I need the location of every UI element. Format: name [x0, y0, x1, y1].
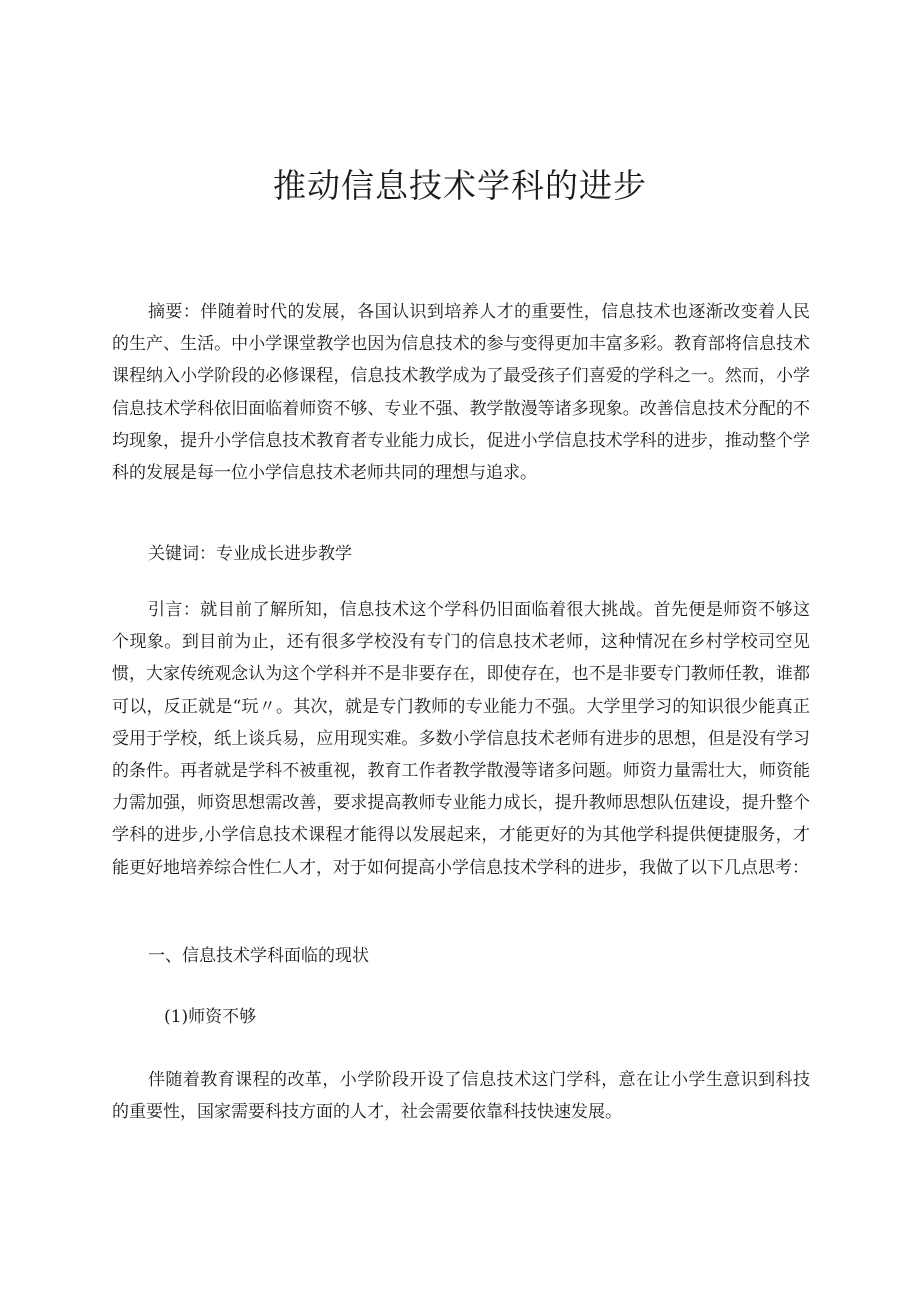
body-paragraph: 伴随着教育课程的改革，小学阶段开设了信息技术这门学科，意在让小学生意识到科技的重要性，国家需要科技方面的人才，社会需要依靠科技快速发展。	[112, 1070, 810, 1123]
document-title: 推动信息技术学科的进步	[273, 166, 647, 205]
abstract-paragraph: 摘要：伴随着时代的发展，各国认识到培养人才的重要性，信息技术也逐渐改变着人民的生产、生活。中小学课堂教学也因为信息技术的参与变得更加丰富多彩。教育部将信息技术课程纳入小学阶段的必修课程，信息技术教学成为了最受孩子们喜爱的学科之一。然而，小学信息技术学科依旧面临着师资不够、专业不强、教学散漫等诸多现象。改善信息技术分配的不均现象，提升小学信息技术教育者专业能力成长，促进小学信息技术学科的进步，推动整个学科的发展是每一位小学信息技术老师共同的理想与追求。	[112, 302, 810, 484]
section-heading: 一、信息技术学科面临的现状	[148, 946, 369, 966]
introduction-paragraph: 引言：就目前了解所知，信息技术这个学科仍旧面临着很大挑战。首先便是师资不够这个现象。到目前为止，还有很多学校没有专门的信息技术老师，这种情况在乡村学校司空见惯，大家传统观念认为这个学科并不是非要存在，即使存在，也不是非要专门教师任教，谁都可以，反正就是“玩〃。其次，就是专门教师的专业能力不强。大学里学习的知识很少能真正受用于学校，纸上谈兵易，应用现实难。多数小学信息技术老师有进步的思想，但是没有学习的条件。再者就是学科不被重视，教育工作者教学散漫等诸多问题。师资力量需壮大，师资能力需加强，师资思想需改善，要求提高教师专业能力成长，提升教师思想队伍建设，提升整个学科的进步,小学信息技术课程才能得以发展起来，才能更好的为其他学科提供便捷服务，才能更好地培养综合性仁人才，对于如何提高小学信息技术学科的进步，我做了以下几点思考：	[112, 600, 810, 878]
subsection-heading: (1)师资不够	[164, 1007, 257, 1027]
keywords-line: 关键词：专业成长进步教学	[148, 544, 352, 564]
